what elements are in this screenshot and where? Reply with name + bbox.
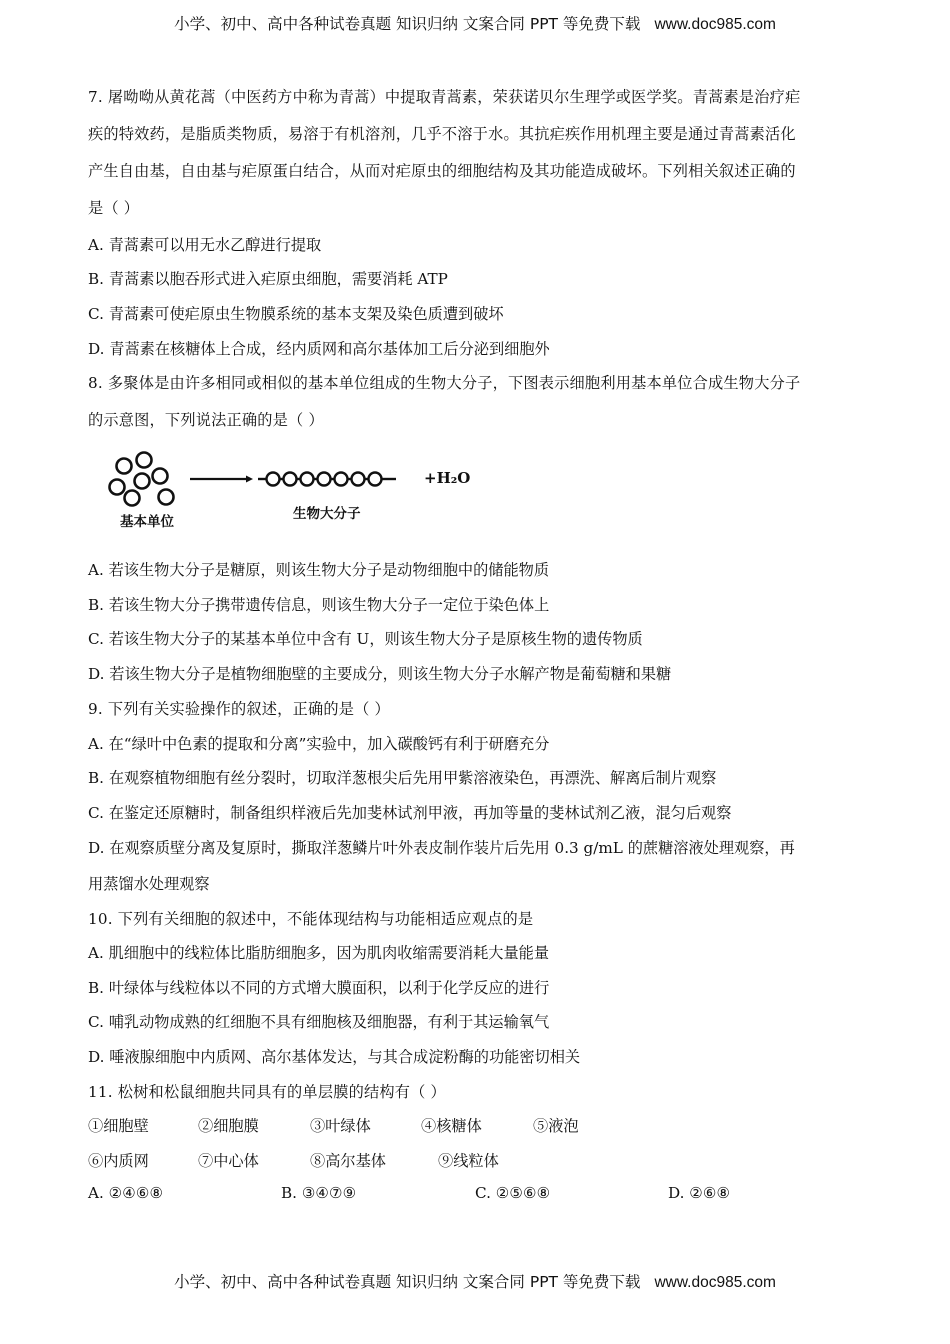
header-url[interactable]: www.doc985.com [654,16,776,33]
monomer-circle [137,453,152,468]
polymer-diagram [106,446,486,528]
q11-item: ⑦中心体 [198,1152,259,1170]
polymer-unit [318,473,331,486]
q8-line-1: 8. 多聚体是由许多相同或相似的基本单位组成的生物大分子，下图表示细胞利用基本单位合成生物大分子 [88,374,801,392]
q11-option-b: B. ③④⑦⑨ [281,1184,357,1202]
q11-item: ⑤液泡 [533,1117,579,1135]
q10-option-a: A. 肌细胞中的线粒体比脂肪细胞多，因为肌肉收缩需要消耗大量能量 [88,944,550,962]
q11-item: ②细胞膜 [198,1117,259,1135]
monomer-circle [153,469,168,484]
q11-line-1: 11. 松树和松鼠细胞共同具有的单层膜的结构有（ ） [88,1083,446,1101]
page-footer [0,1270,950,1292]
q7-option-c: C. 青蒿素可使疟原虫生物膜系统的基本支架及染色质遭到破坏 [88,305,504,323]
page-header [0,12,950,34]
polymer-unit [301,473,314,486]
q9-option-d: D. 在观察质壁分离及复原时，撕取洋葱鳞片叶外表皮制作装片后先用 0.3 g/mL 的蔗糖溶液处理观察，再 [88,839,795,857]
q11-option-a: A. ②④⑥⑧ [88,1184,164,1202]
monomer-label: 基本单位 [120,514,174,530]
polymer-unit [352,473,365,486]
q9-option-c: C. 在鉴定还原糖时，制备组织样液后先加斐林试剂甲液，再加等量的斐林试剂乙液，混匀后观察 [88,804,732,822]
q8-option-a: A. 若该生物大分子是糖原，则该生物大分子是动物细胞中的储能物质 [88,561,550,579]
q7-option-b: B. 青蒿素以胞吞形式进入疟原虫细胞，需要消耗 ATP [88,270,448,288]
q10-option-d: D. 唾液腺细胞中内质网、高尔基体发达，与其合成淀粉酶的功能密切相关 [88,1048,581,1066]
polymer-unit [335,473,348,486]
polymer-label: 生物大分子 [293,506,361,522]
q11-option-c: C. ②⑤⑥⑧ [475,1184,551,1202]
arrow-head-icon [246,476,253,483]
q11-item: ⑧高尔基体 [310,1152,386,1170]
q9-option-b: B. 在观察植物细胞有丝分裂时，切取洋葱根尖后先用甲紫溶液染色，再漂洗、解离后制片观察 [88,769,717,787]
q10-line-1: 10. 下列有关细胞的叙述中，不能体现结构与功能相适应观点的是 [88,910,534,928]
q7-option-d: D. 青蒿素在核糖体上合成，经内质网和高尔基体加工后分泌到细胞外 [88,340,550,358]
q7-line-3: 产生自由基，自由基与疟原蛋白结合，从而对疟原虫的细胞结构及其功能造成破坏。下列相关叙述正确的 [88,162,796,180]
polymer-unit [369,473,382,486]
q7-option-a: A. 青蒿素可以用无水乙醇进行提取 [88,236,322,254]
footer-title: 小学、初中、高中各种试卷真题 知识归纳 文案合同 PPT 等免费下载 [174,1273,641,1291]
q11-item: ⑥内质网 [88,1152,149,1170]
q9-option-a: A. 在“绿叶中色素的提取和分离”实验中，加入碳酸钙有利于研磨充分 [88,735,550,753]
footer-url[interactable]: www.doc985.com [654,1274,776,1291]
polymer-unit [267,473,280,486]
q10-option-b: B. 叶绿体与线粒体以不同的方式增大膜面积，以利于化学反应的进行 [88,979,550,997]
q11-item: ④核糖体 [421,1117,482,1135]
monomer-circle [135,474,150,489]
monomer-circle [159,490,174,505]
water-product-label: +H₂O [424,469,471,487]
q11-item: ③叶绿体 [310,1117,371,1135]
q11-item: ⑨线粒体 [438,1152,499,1170]
q8-option-d: D. 若该生物大分子是植物细胞壁的主要成分，则该生物大分子水解产物是葡萄糖和果糖 [88,665,672,683]
monomer-circle [117,459,132,474]
q7-line-1: 7. 屠呦呦从黄花蒿（中医药方中称为青蒿）中提取青蒿素，荣获诺贝尔生理学或医学奖。青蒿素是治疗疟 [88,88,801,106]
header-title: 小学、初中、高中各种试卷真题 知识归纳 文案合同 PPT 等免费下载 [174,15,641,33]
q9-line-1: 9. 下列有关实验操作的叙述，正确的是（ ） [88,700,390,718]
q8-line-2: 的示意图，下列说法正确的是（ ） [88,411,324,429]
q11-item: ①细胞壁 [88,1117,149,1135]
q7-line-4: 是（ ） [88,199,140,217]
q8-option-c: C. 若该生物大分子的某基本单位中含有 U，则该生物大分子是原核生物的遗传物质 [88,630,643,648]
polymer-unit [284,473,297,486]
q7-line-2: 疾的特效药，是脂质类物质，易溶于有机溶剂，几乎不溶于水。其抗疟疾作用机理主要是通过青蒿素活化 [88,125,796,143]
q8-option-b: B. 若该生物大分子携带遗传信息，则该生物大分子一定位于染色体上 [88,596,550,614]
q9-option-d-cont: 用蒸馏水处理观察 [88,875,210,893]
q11-option-d: D. ②⑥⑧ [668,1184,731,1202]
monomer-circle [125,491,140,506]
q10-option-c: C. 哺乳动物成熟的红细胞不具有细胞核及细胞器，有利于其运输氧气 [88,1013,550,1031]
monomer-circle [110,480,125,495]
